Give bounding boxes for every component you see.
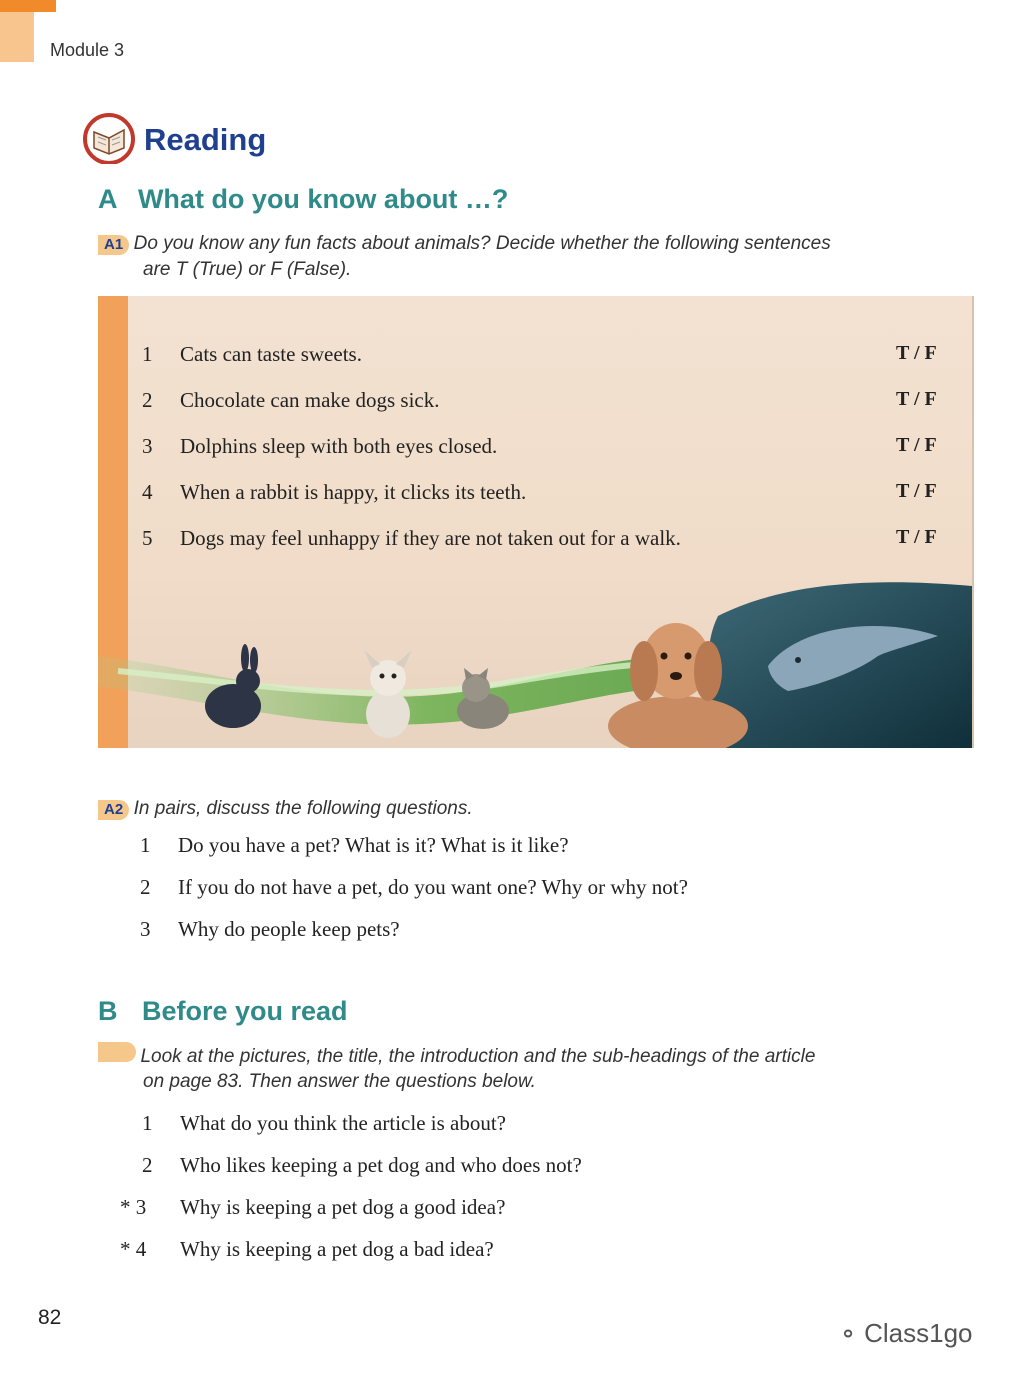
a2-instruction-text: In pairs, discuss the following questions. bbox=[133, 798, 473, 819]
question-text: Why is keeping a pet dog a good idea? bbox=[180, 1195, 506, 1219]
fact-number: 3 bbox=[142, 434, 153, 458]
true-false-option[interactable]: T / F bbox=[896, 388, 937, 410]
fact-number: 1 bbox=[142, 342, 153, 366]
question-number: 2 bbox=[140, 875, 151, 899]
fact-text: Dolphins sleep with both eyes closed. bbox=[180, 434, 498, 458]
section-a-title: What do you know about …? bbox=[137, 184, 509, 214]
b-badge bbox=[98, 1042, 136, 1062]
question-number: 1 bbox=[142, 1111, 153, 1135]
a2-badge: A2 bbox=[98, 800, 129, 820]
fact-number: 4 bbox=[142, 480, 153, 504]
section-a-letter: A bbox=[98, 184, 118, 214]
b-instruction bbox=[98, 1042, 978, 1071]
kitten-icon bbox=[457, 668, 509, 729]
book-icon bbox=[82, 112, 138, 164]
section-a-heading bbox=[98, 184, 508, 215]
section-b-heading bbox=[98, 996, 348, 1027]
a1-instruction bbox=[98, 230, 978, 258]
page-number: 82 bbox=[38, 1306, 62, 1329]
a1-instruction-line2: are T (True) or F (False). bbox=[143, 259, 352, 280]
section-b-title: Before you read bbox=[141, 996, 348, 1026]
fact-number: 2 bbox=[142, 388, 153, 412]
question-number: 3 bbox=[140, 917, 151, 941]
facts-panel bbox=[98, 296, 974, 748]
wechat-icon: ⚬ bbox=[838, 1321, 859, 1348]
section-b-letter: B bbox=[98, 996, 118, 1026]
a2-instruction bbox=[98, 795, 473, 823]
fact-text: Chocolate can make dogs sick. bbox=[180, 388, 440, 412]
fact-text: When a rabbit is happy, it clicks its teeth. bbox=[180, 480, 527, 504]
question-text: Who likes keeping a pet dog and who does not? bbox=[180, 1153, 582, 1177]
question-number: 2 bbox=[142, 1153, 153, 1177]
question-number: * 3 bbox=[120, 1195, 147, 1219]
true-false-option[interactable]: T / F bbox=[896, 434, 937, 456]
b-instruction-line2: on page 83. Then answer the questions below. bbox=[143, 1071, 536, 1092]
watermark bbox=[838, 1318, 973, 1349]
corner-accent bbox=[0, 0, 56, 12]
question-number: * 4 bbox=[120, 1237, 147, 1261]
question-text: Why is keeping a pet dog a bad idea? bbox=[180, 1237, 494, 1261]
question-text: Do you have a pet? What is it? What is it like? bbox=[178, 833, 569, 857]
module-label: Module 3 bbox=[50, 40, 125, 60]
fact-number: 5 bbox=[142, 526, 153, 550]
question-text: If you do not have a pet, do you want one? Why or why not? bbox=[178, 875, 688, 899]
fact-text: Cats can taste sweets. bbox=[180, 342, 362, 366]
question-text: Why do people keep pets? bbox=[178, 917, 400, 941]
reading-title: Reading bbox=[144, 122, 267, 157]
a1-badge: A1 bbox=[98, 235, 129, 255]
animals-illustration bbox=[98, 576, 972, 748]
watermark-text: Class1go bbox=[864, 1318, 973, 1348]
question-text: What do you think the article is about? bbox=[180, 1111, 506, 1135]
question-number: 1 bbox=[140, 833, 151, 857]
a1-instruction-line1: Do you know any fun facts about animals? Decide whether the following sentences bbox=[133, 233, 831, 254]
fact-text: Dogs may feel unhappy if they are not taken out for a walk. bbox=[180, 526, 681, 550]
true-false-option[interactable]: T / F bbox=[896, 342, 937, 364]
b-instruction-line1: Look at the pictures, the title, the introduction and the sub-headings of the article bbox=[140, 1046, 816, 1067]
true-false-option[interactable]: T / F bbox=[896, 480, 937, 502]
true-false-option[interactable]: T / F bbox=[896, 526, 937, 548]
